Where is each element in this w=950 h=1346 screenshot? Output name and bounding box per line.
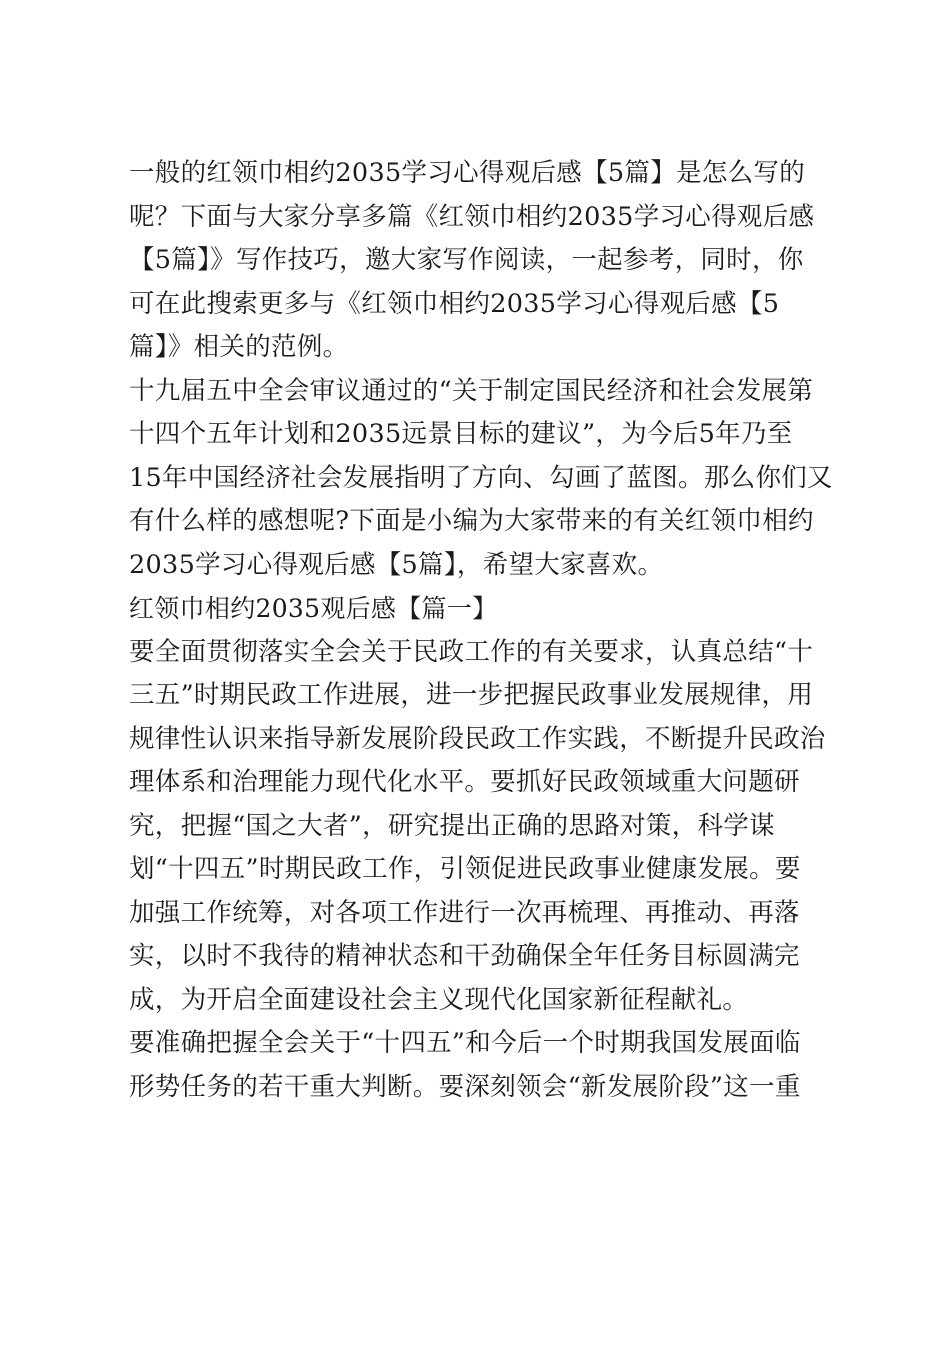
document-page	[129, 152, 833, 1109]
text-line: 呢？下面与大家分享多篇《红领巾相约2035学习心得观后感	[129, 201, 815, 232]
text-line: 加强工作统筹，对各项工作进行一次再梳理、再推动、再落	[129, 897, 800, 928]
text-line: 要全面贯彻落实全会关于民政工作的有关要求，认真总结“十	[129, 636, 814, 667]
text-line: 2035学习心得观后感【5篇】，希望大家喜欢。	[129, 549, 664, 580]
intro-paragraph	[129, 152, 829, 370]
paragraph-plenum	[129, 370, 833, 588]
text-line: 十四个五年计划和2035远景目标的建议”，为今后5年乃至	[129, 419, 793, 449]
paragraph-situation	[129, 1022, 829, 1109]
paragraph-civil-affairs	[129, 631, 829, 1023]
text-line: 究，把握“国之大者”，研究提出正确的思路对策，科学谋	[129, 810, 775, 841]
text-line: 三五”时期民政工作进展，进一步把握民政事业发展规律，用	[129, 680, 814, 710]
text-line: 有什么样的感想呢?下面是小编为大家带来的有关红领巾相约	[129, 506, 814, 536]
text-line: 划“十四五”时期民政工作，引领促进民政事业健康发展。要	[129, 854, 801, 884]
text-line: 一般的红领巾相约2035学习心得观后感【5篇】是怎么写的	[129, 158, 806, 188]
text-line: 规律性认识来指导新发展阶段民政工作实践，不断提升民政治	[129, 723, 826, 754]
section-title: 红领巾相约2035观后感【篇一】	[129, 594, 498, 623]
text-line: 可在此搜索更多与《红领巾相约2035学习心得观后感【5	[129, 288, 780, 319]
text-line: 十九届五中全会审议通过的“关于制定国民经济和社会发展第	[129, 375, 814, 406]
text-line: 篇】》相关的范例。	[129, 332, 349, 362]
text-line: 要准确把握全会关于“十四五”和今后一个时期我国发展面临	[129, 1028, 801, 1058]
text-line: 【5篇】》写作技巧，邀大家写作阅读，一起参考，同时，你	[129, 245, 804, 275]
text-line: 15年中国经济社会发展指明了方向、勾画了蓝图。那么你们又	[129, 462, 833, 493]
text-line: 成，为开启全面建设社会主义现代化国家新征程献礼。	[129, 984, 749, 1015]
text-line: 实，以时不我待的精神状态和干劲确保全年任务目标圆满完	[129, 941, 800, 971]
text-line: 理体系和治理能力现代化水平。要抓好民政领域重大问题研	[129, 767, 800, 797]
text-line: 形势任务的若干重大判断。要深刻领会“新发展阶段”这一重	[129, 1071, 801, 1102]
